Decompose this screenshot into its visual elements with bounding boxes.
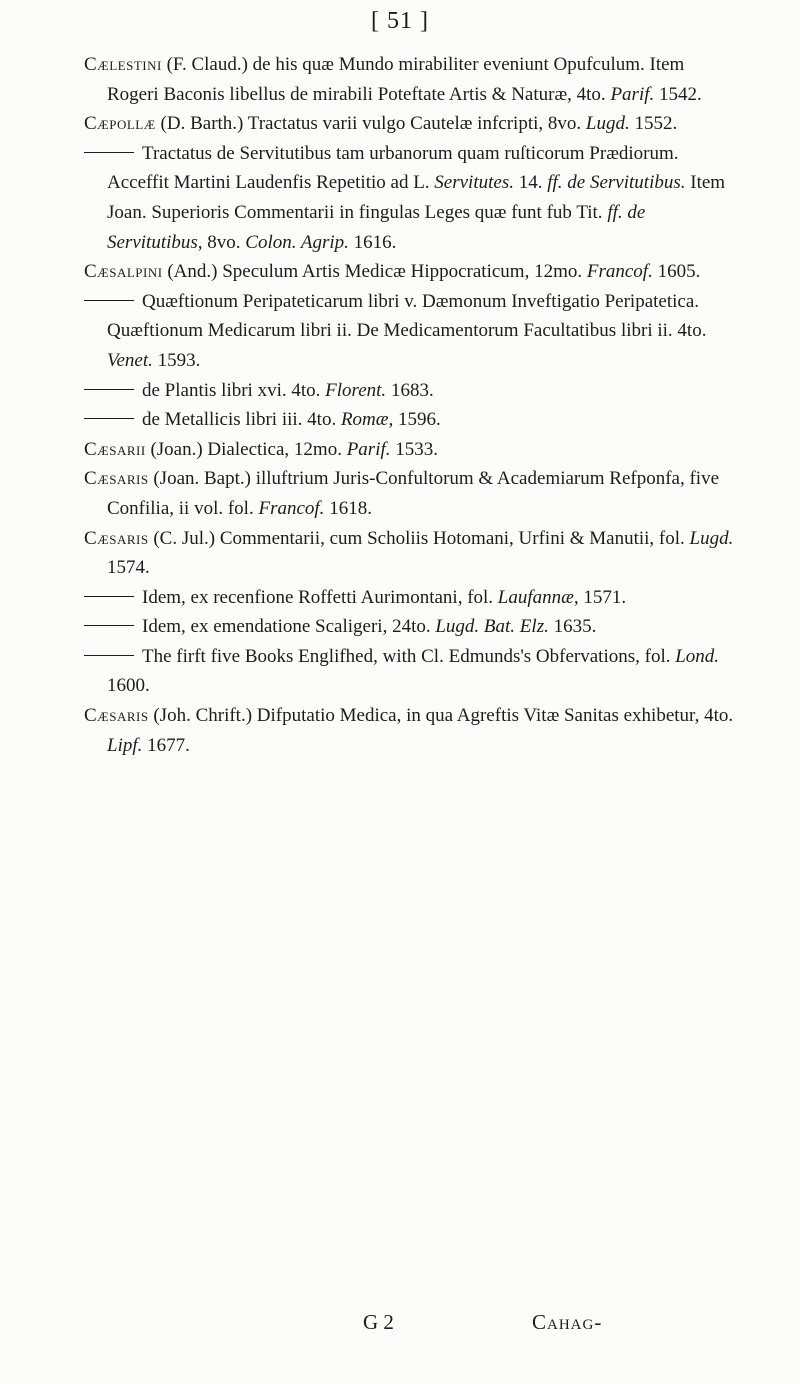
author-name: Cæsaris [84, 468, 149, 490]
sub-entry: The firft five Books Englifhed, with Cl. Edmunds's Obfervations, fol. Lond. 1600. [84, 642, 734, 701]
sub-entry: Idem, ex emendatione Scaligeri, 24to. Lugd. Bat. Elz. 1635. [84, 612, 734, 642]
catalogue-entry: Cæsaris (C. Jul.) Commentarii, cum Scholiis Hotomani, Urfini & Manutii, fol. Lugd. 1574. [84, 527, 734, 579]
author-name: Cæsalpini [84, 261, 163, 283]
author-name: Cæsaris [84, 705, 149, 727]
ditto-dash [84, 596, 134, 597]
sub-entry: de Metallicis libri iii. 4to. Romæ, 1596. [84, 405, 734, 435]
catchword: Cahag- [532, 1310, 603, 1334]
sub-entry: Idem, ex recenfione Roffetti Aurimontani, fol. Laufannæ, 1571. [84, 583, 734, 613]
author-name: Cæsaris [84, 527, 149, 549]
catalogue-entry: Cæsaris (Joh. Chrift.) Difputatio Medica, in qua Agreftis Vitæ Sanitas exhibetur, 4to. Lipf. 1677. [84, 705, 734, 756]
catalogue-entry: Cæpollæ (D. Barth.) Tractatus varii vulgo Cautelæ infcripti, 8vo. Lugd. 1552. [84, 113, 678, 135]
ditto-dash [84, 152, 134, 153]
sub-entry: de Plantis libri xvi. 4to. Florent. 1683. [84, 376, 734, 406]
sub-entry: Quæftionum Peripateticarum libri v. Dæmonum Inveftigatio Peripatetica. Quæftionum Medicarum libri ii. De Medicamentorum Facultatibus libri ii. 4to. Venet. 1593. [84, 287, 734, 376]
catalogue-entry: Cæsalpini (And.) Speculum Artis Medicæ Hippocraticum, 12mo. Francof. 1605. [84, 261, 701, 283]
ditto-dash [84, 418, 134, 419]
ditto-dash [84, 389, 134, 390]
catalogue-entries [84, 50, 734, 760]
catalogue-entry: Cæsarii (Joan.) Dialectica, 12mo. Parif. 1533. [84, 438, 439, 460]
signature-mark: G 2 [363, 1310, 394, 1334]
sub-entry: Tractatus de Servitutibus tam urbanorum quam ruſticorum Prædiorum. Acceffit Martini Laudenfis Repetitio ad L. Servitutes. 14. ff. de Servitutibus. Item Joan. Superioris Commentarii in fingulas Leges quæ funt fub Tit. ff. de Servitutibus, 8vo. Colon. Agrip. 1616. [84, 139, 734, 257]
page-number-header: [ 51 ] [371, 8, 429, 34]
author-name: Cæpollæ [84, 113, 156, 135]
author-name: Cælestini [84, 54, 162, 75]
catalogue-entry: Cælestini (F. Claud.) de his quæ Mundo mirabiliter eveniunt Opufculum. Item Rogeri Baconis libellus de mirabili Poteftate Artis & Naturæ, 4to. Parif. 1542. [84, 54, 702, 105]
ditto-dash [84, 625, 134, 626]
ditto-dash [84, 655, 134, 656]
catalogue-entry: Cæsaris (Joan. Bapt.) illuftrium Juris-Confultorum & Academiarum Refponfa, five Confilia, ii vol. fol. Francof. 1618. [84, 468, 720, 519]
ditto-dash [84, 300, 134, 301]
author-name: Cæsarii [84, 438, 146, 460]
